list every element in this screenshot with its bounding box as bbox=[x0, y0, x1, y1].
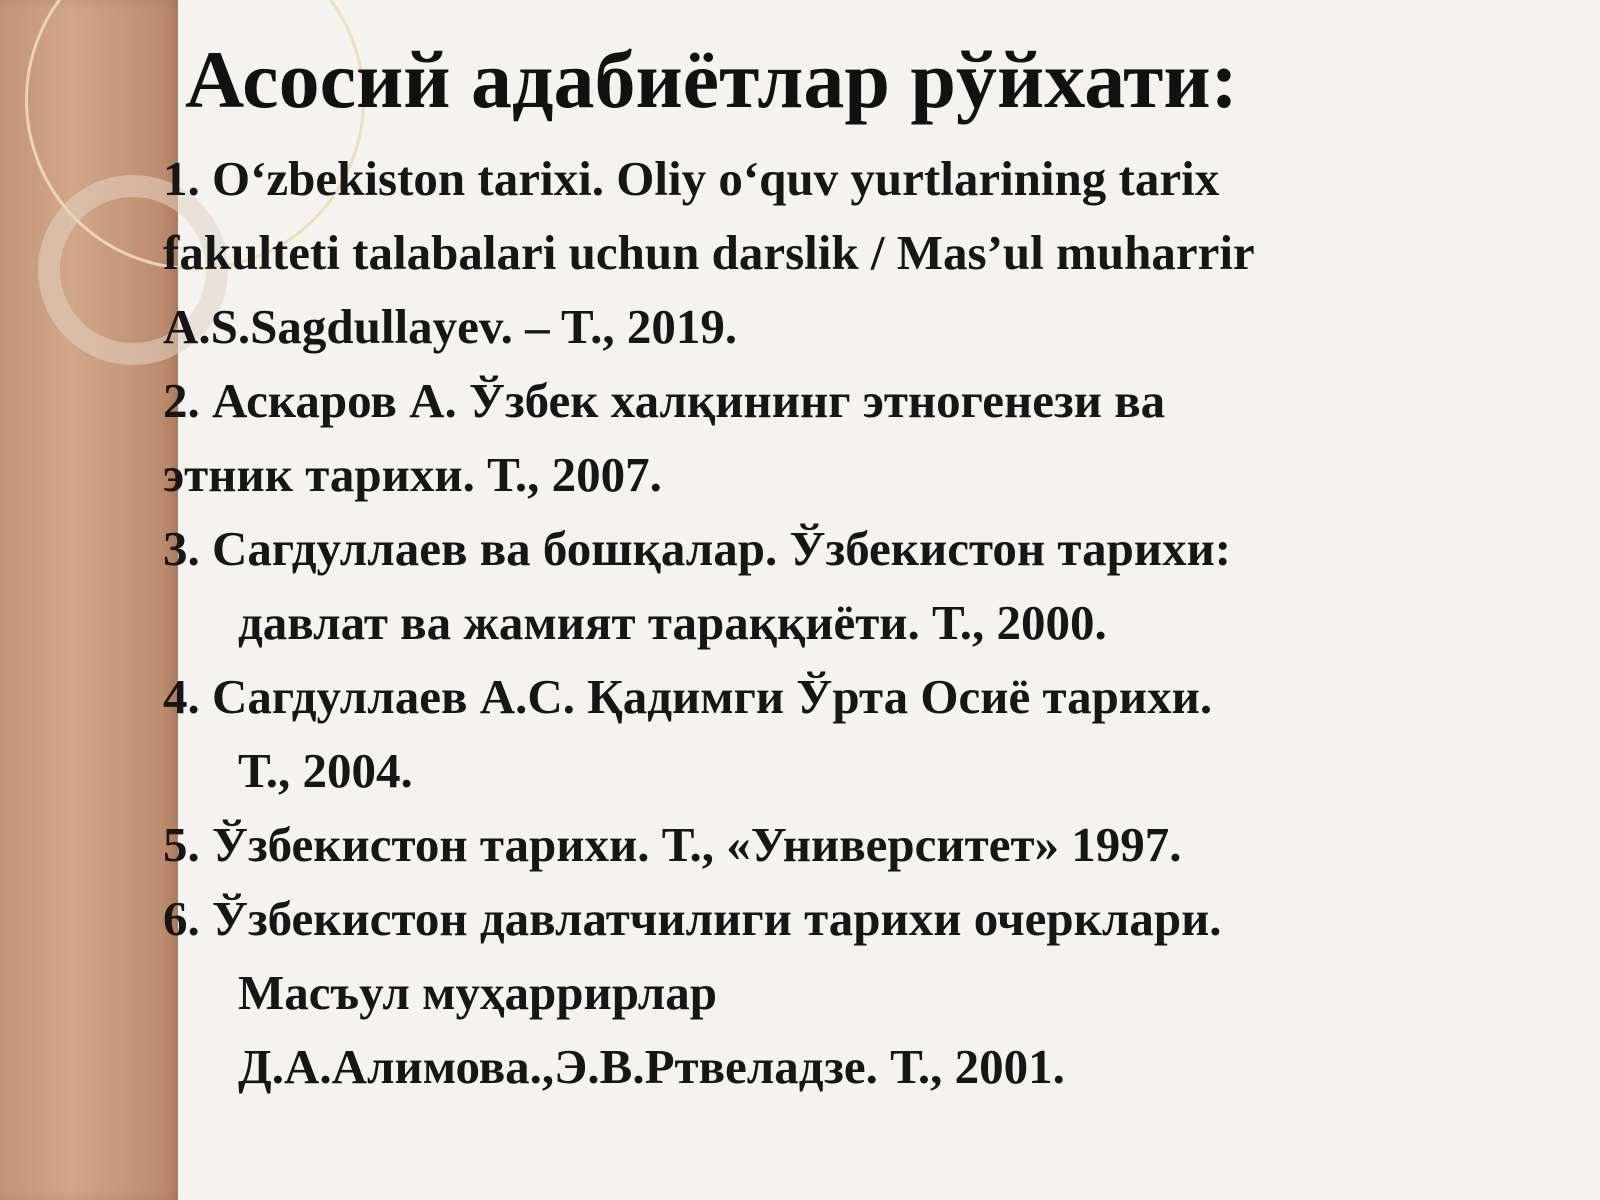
reference-item-6 bbox=[163, 882, 1583, 1104]
reference-line: Т., 2004. bbox=[238, 743, 413, 798]
reference-item-4 bbox=[163, 660, 1583, 808]
reference-line: Д.А.Алимова.,Э.В.Ртвеладзе. Т., 2001. bbox=[238, 1039, 1065, 1094]
reference-line: 4. Сагдуллаев А.С. Қадимги Ўрта Осиё тарихи. bbox=[163, 669, 1213, 724]
slide-title: Асосий адабиётлар рўйхати: bbox=[185, 34, 1238, 125]
reference-list bbox=[163, 142, 1583, 1104]
reference-item-5 bbox=[163, 808, 1583, 882]
reference-line: 3. Сагдуллаев ва бошқалар. Ўзбекистон тарихи: bbox=[163, 521, 1232, 576]
reference-line: A.S.Sagdullayev. – T., 2019. bbox=[163, 299, 738, 354]
reference-item-1 bbox=[163, 142, 1583, 364]
reference-line: 5. Ўзбекистон тарихи. Т., «Университет» 1997. bbox=[163, 817, 1182, 872]
reference-line: Масъул муҳаррирлар bbox=[238, 965, 717, 1020]
reference-line: 1. O‘zbekiston tarixi. Oliy o‘quv yurtlarining tarix bbox=[163, 151, 1220, 206]
reference-item-2 bbox=[163, 364, 1583, 512]
reference-line: давлат ва жамият тараққиёти. Т., 2000. bbox=[238, 595, 1107, 650]
reference-item-3 bbox=[163, 512, 1583, 660]
reference-line: 2. Аскаров А. Ўзбек халқининг этногенези ва bbox=[163, 373, 1166, 428]
reference-line: этник тарихи. Т., 2007. bbox=[163, 447, 662, 502]
reference-line: 6. Ўзбекистон давлатчилиги тарихи очерклари. bbox=[163, 891, 1222, 946]
reference-line: fakulteti talabalari uchun darslik / Mas’ul muharrir bbox=[163, 225, 1255, 280]
